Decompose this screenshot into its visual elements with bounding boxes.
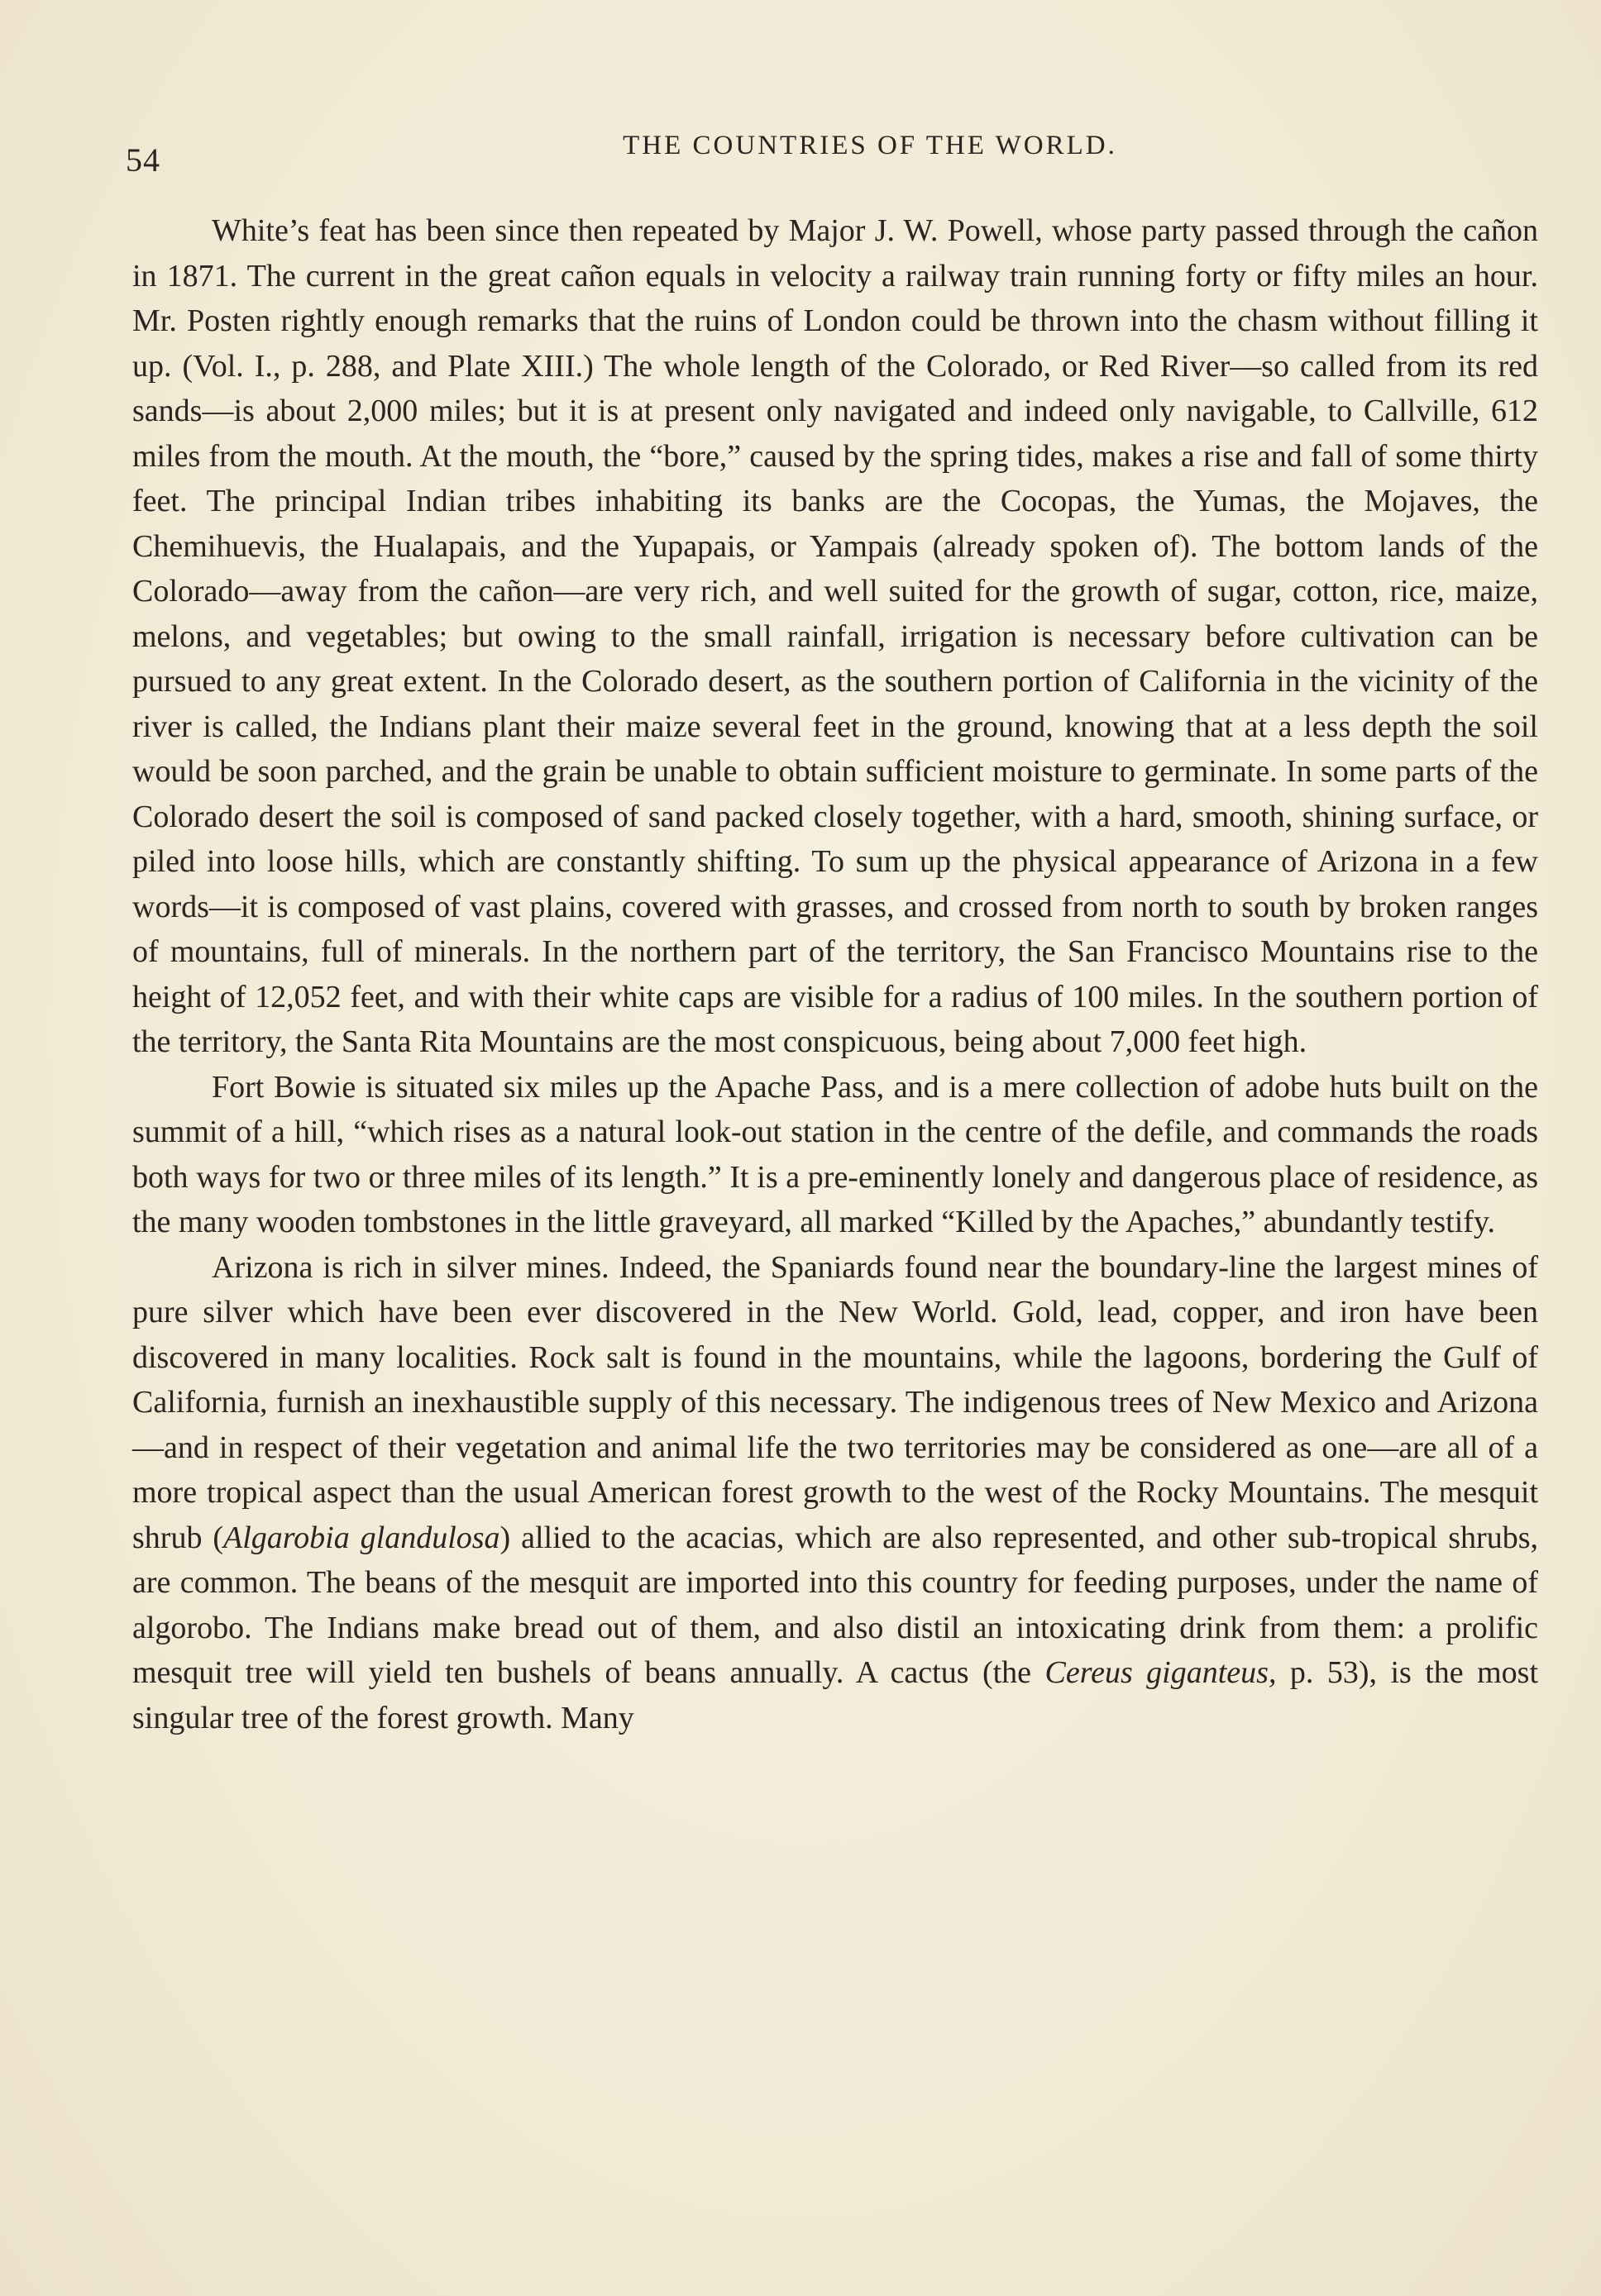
paragraph-text: p. 53), is the most singular tree of the forest growth. Many [132,1655,1539,1735]
running-head [126,131,1540,179]
paragraph-colorado-river [132,208,1538,1065]
paragraph-text: Arizona is rich in silver mines. Indeed, the Spaniards found near the boundary-line the largest mines of pure silver which have been ever discovered in the New World. Gold, lead, copper, and iron have been discovered in many localities. Rock salt is found in the mountains, while the lagoons, bordering the Gulf of California, furnish an inexhaustible supply of this necessary. The indigenous trees of New Mexico and Arizona—and in respect of their vegetation and animal life the two territories may be considered as one—are all of a more tropical aspect than the usual American forest growth to the west of the Rocky Mountains. The mesquit shrub ( [132,1249,1538,1555]
paragraph-text: ) allied to the acacias, which are also represented, and other sub-tropical shrubs, are common. The beans of the mesquit are imported into this country for feeding purposes, under the name of algorobo. The Indians make bread out of them, and also distil an intoxicating drink from them: a prolific mesquit tree will yield ten bushels of beans annually. A cactus (the [132,1520,1538,1690]
paragraph-arizona-mines [132,1245,1538,1741]
paragraph-text: Fort Bowie is situated six miles up the Apache Pass, and is a mere collection of adobe huts built on the summit of a hill, “which rises as a natural look-out station in the centre of the defile, and commands the roads both ways for two or three miles of its length.” It is a pre-eminently lonely and dangerous place of residence, as the many wooden tombstones in the little graveyard, all marked “Killed by the Apaches,” abundantly testify. [132,1069,1538,1239]
running-title: THE COUNTRIES OF THE WORLD. [623,131,1117,160]
paragraph-text: White’s feat has been since then repeated by Major J. W. Powell, whose party passed through the cañon in 1871. The current in the great cañon equals in velocity a railway train running forty or fifty miles an hour. Mr. Posten rightly enough remarks that the ruins of London could be thrown into the chasm without filling it up. (Vol. I., p. 288, and Plate XIII.) The whole length of the Colorado, or Red River—so called from its red sands—is about 2,000 miles; but it is at present only navigated and indeed only navigable, to Callville, 612 miles from the mouth. At the mouth, the “bore,” caused by the spring tides, makes a rise and fall of some thirty feet. The principal Indian tribes inhabiting its banks are the Cocopas, the Yumas, the Mojaves, the Chemihuevis, the Hualapais, and the Yupapais, or Yampais (already spoken of). The bottom lands of the Colorado—away from the cañon—are very rich, and well suited for the growth of sugar, cotton, rice, maize, melons, and vegetables; but owing to the small rainfall, irrigation is necessary before cultivation can be pursued to any great extent. In the Colorado desert, as the southern portion of California in the vicinity of the river is called, the Indians plant their maize several feet in the ground, knowing that at a less depth the soil would be soon parched, and the grain be unable to obtain sufficient moisture to germinate. In some parts of the Colorado desert the soil is composed of sand packed closely together, with a hard, smooth, shining surface, or piled into loose hills, which are constantly shifting. To sum up the physical appearance of Arizona in a few words—it is composed of vast plains, covered with grasses, and crossed from north to south by broken ranges of mountains, full of minerals. In the northern part of the territory, the San Francisco Mountains rise to the height of 12,052 feet, and with their white caps are visible for a radius of 100 miles. In the southern portion of the territory, the Santa Rita Mountains are the most conspicuous, being about 7,000 feet high. [132,213,1538,1059]
body-text [132,208,1538,1740]
italic-species-name: Cereus giganteus, [1044,1655,1277,1690]
paragraph-fort-bowie [132,1065,1538,1245]
page-number: 54 [126,141,160,179]
italic-species-name: Algarobia glandulosa [223,1520,500,1555]
